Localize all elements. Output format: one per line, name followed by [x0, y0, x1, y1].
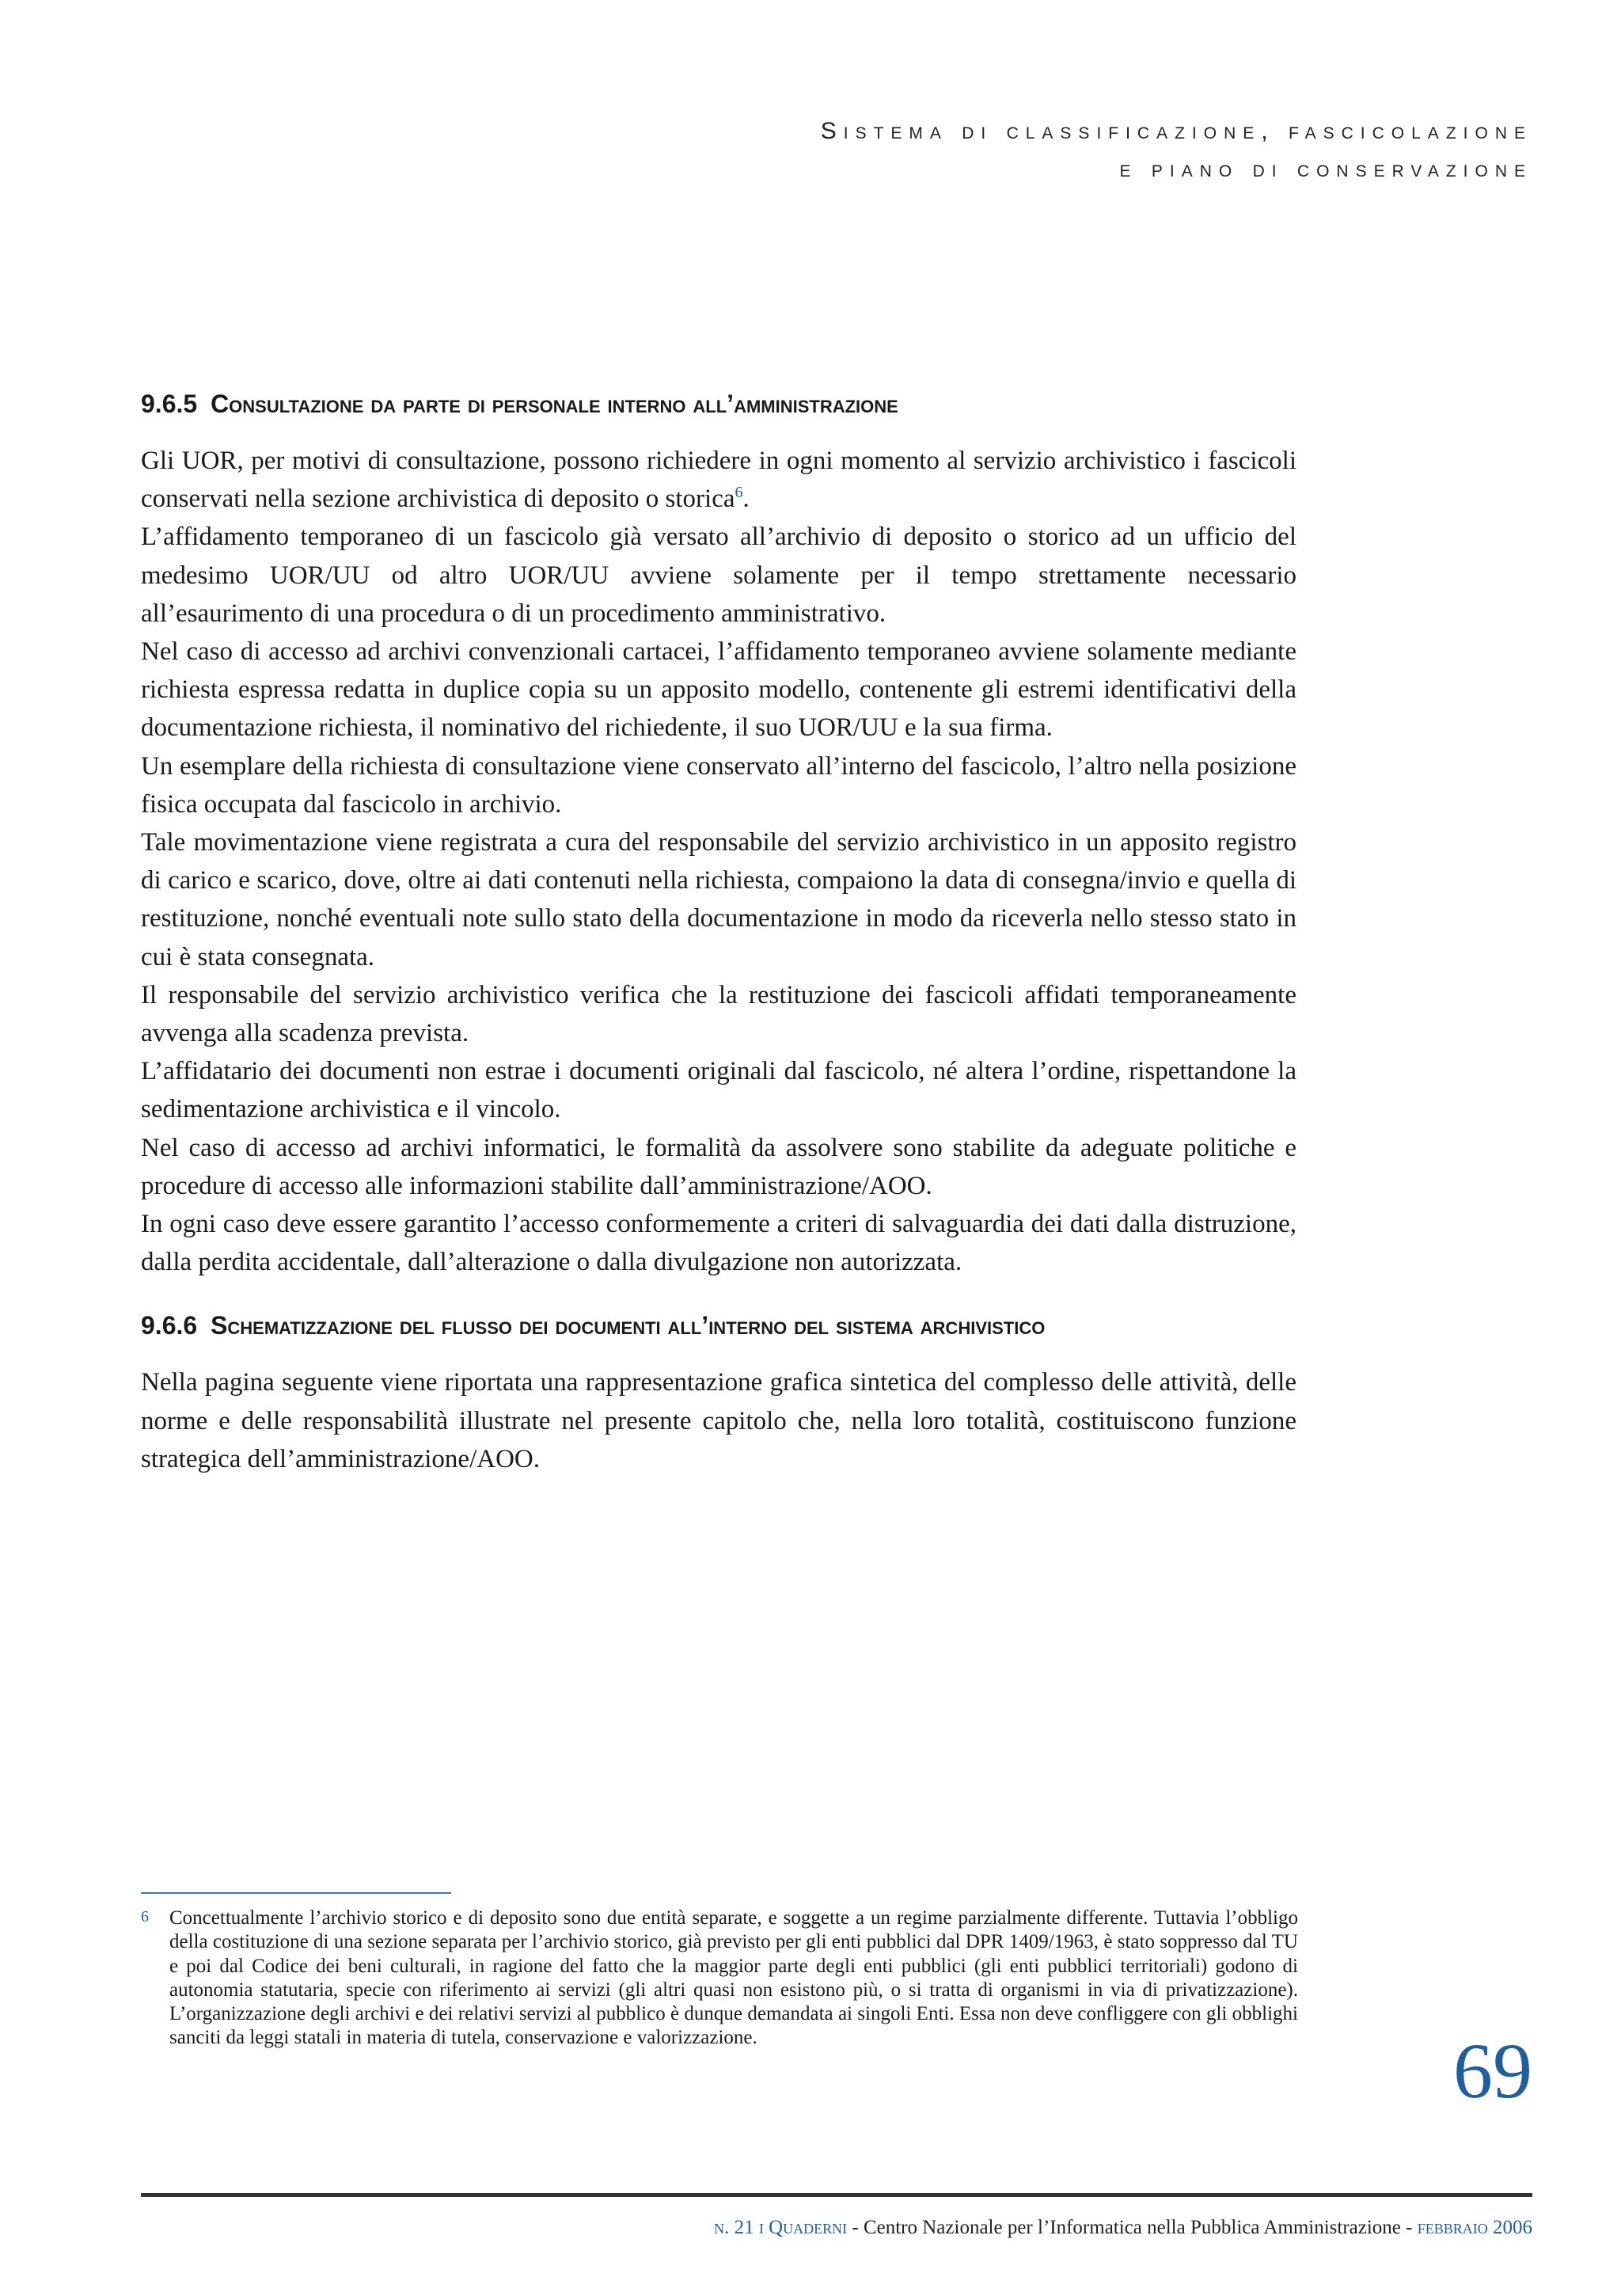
paragraph: Il responsabile del servizio archivistico verifica che la restituzione dei fascicoli affidati temporaneamente avvenga alla scadenza prevista. [141, 980, 1296, 1048]
running-header-line-2: e piano di conservazione [1119, 156, 1532, 182]
footer-separator: i [754, 2217, 769, 2238]
section-heading-9-6-5 [141, 386, 1296, 421]
footer-series: Quaderni [769, 2217, 848, 2238]
paragraph: In ogni caso deve essere garantito l’accesso conformemente a criteri di salvaguardia dei dati dalla distruzione, dalla perdita accidentale, dall’alterazione o dalla divulgazione non autorizzata. [141, 1210, 1296, 1277]
footer-date-month: febbraio [1417, 2217, 1488, 2238]
paragraph: L’affidatario dei documenti non estrae i documenti originali dal fascicolo, né altera l’ordine, rispettandone la sedimentazione archivistica e il vincolo. [141, 1057, 1296, 1124]
section-number: 9.6.5 [141, 390, 198, 418]
running-header [821, 112, 1532, 188]
footer-date-year: 2006 [1487, 2217, 1532, 2238]
footnote-marker: 6 [141, 1908, 149, 1925]
paragraph: Nella pagina seguente viene riportata una rappresentazione grafica sintetica del complesso delle attività, delle norme e delle responsabilità illustrate nel presente capitolo che, nella loro totalità, costituiscono funzione strategica dell’amministrazione/AOO. [141, 1368, 1296, 1473]
paragraph: Nel caso di accesso ad archivi informatici, le formalità da assolvere sono stabilite da adeguate politiche e procedure di accesso alle informazioni stabilite dall’amministrazione/AOO. [141, 1133, 1296, 1200]
section-heading-9-6-6 [141, 1308, 1296, 1343]
section-number: 9.6.6 [141, 1311, 198, 1340]
footnote [141, 1906, 1298, 2051]
footnote-reference[interactable]: 6 [735, 484, 743, 502]
footer-publisher: - Centro Nazionale per l’Informatica nella Pubblica Amministrazione - [847, 2217, 1418, 2238]
paragraph-punctuation: . [742, 485, 750, 514]
paragraph: L’affidamento temporaneo di un fascicolo già versato all’archivio di deposito o storico ad un ufficio del medesimo UOR/UU od altro UOR/UU avviene solamente per il tempo strettamente necessario all’esaurimento di una procedura o di un procedimento amministrativo. [141, 523, 1296, 628]
paragraph: Nel caso di accesso ad archivi convenzionali cartacei, l’affidamento temporaneo avviene solamente mediante richiesta espressa redatta in duplice copia su un apposito modello, contenente gli estremi identificativi della documentazione richiesta, il nominativo del richiedente, il suo UOR/UU e la sua firma. [141, 637, 1296, 743]
page-number: 69 [1453, 2027, 1532, 2115]
footnote-text: Concettualmente l’archivio storico e di deposito sono due entità separate, e soggette a un regime parzialmente differente. Tuttavia l’obbligo della costituzione di una sezione separata per l’archivio storico, già previsto per gli enti pubblici dal DPR 1409/1963, è stato soppresso dal TU e poi dal Codice dei beni culturali, in ragione del fatto che la maggior parte degli enti pubblici (gli enti pubblici territoriali) godono di autonomia statutaria, specie con riferimento ai servizi (gli altri quasi non esistono più, o si tratta di organismi in via di privatizzazione). L’organizzazione degli archivi e dei relativi servizi al pubblico è dunque demandata ai singoli Enti. Essa non deve confliggere con gli obblighi sanciti da leggi statali in materia di tutela, conservazione e valorizzazione. [169, 1907, 1298, 2049]
paragraph: Un esemplare della richiesta di consultazione viene conservato all’interno del fascicolo, l’altro nella posizione fisica occupata dal fascicolo in archivio. [141, 751, 1296, 819]
footer-divider [141, 2193, 1532, 2197]
paragraph: Tale movimentazione viene registrata a cura del responsabile del servizio archivistico in un apposito registro di carico e scarico, dove, oltre ai dati contenuti nella richiesta, compaiono la data di consegna/invio e quella di restituzione, nonché eventuali note sullo stato della documentazione in modo da riceverla nello stesso stato in cui è stata consegnata. [141, 828, 1296, 971]
section-title: Schematizzazione del flusso dei documenti all’interno del sistema archivistico [211, 1311, 1046, 1340]
footer-issue: n. 21 [714, 2217, 754, 2238]
main-content [141, 386, 1296, 1478]
paragraph [141, 442, 1296, 518]
section-title: Consultazione da parte di personale interno all’amministrazione [211, 390, 898, 418]
footnote-divider [141, 1892, 451, 1894]
paragraph-text: Gli UOR, per motivi di consultazione, possono richiedere in ogni momento al servizio archivistico i fascicoli conservati nella sezione archivistica di deposito o storica [141, 447, 1296, 514]
page-footer [714, 2217, 1532, 2239]
running-header-line-1: Sistema di classificazione, fascicolazione [820, 118, 1532, 144]
